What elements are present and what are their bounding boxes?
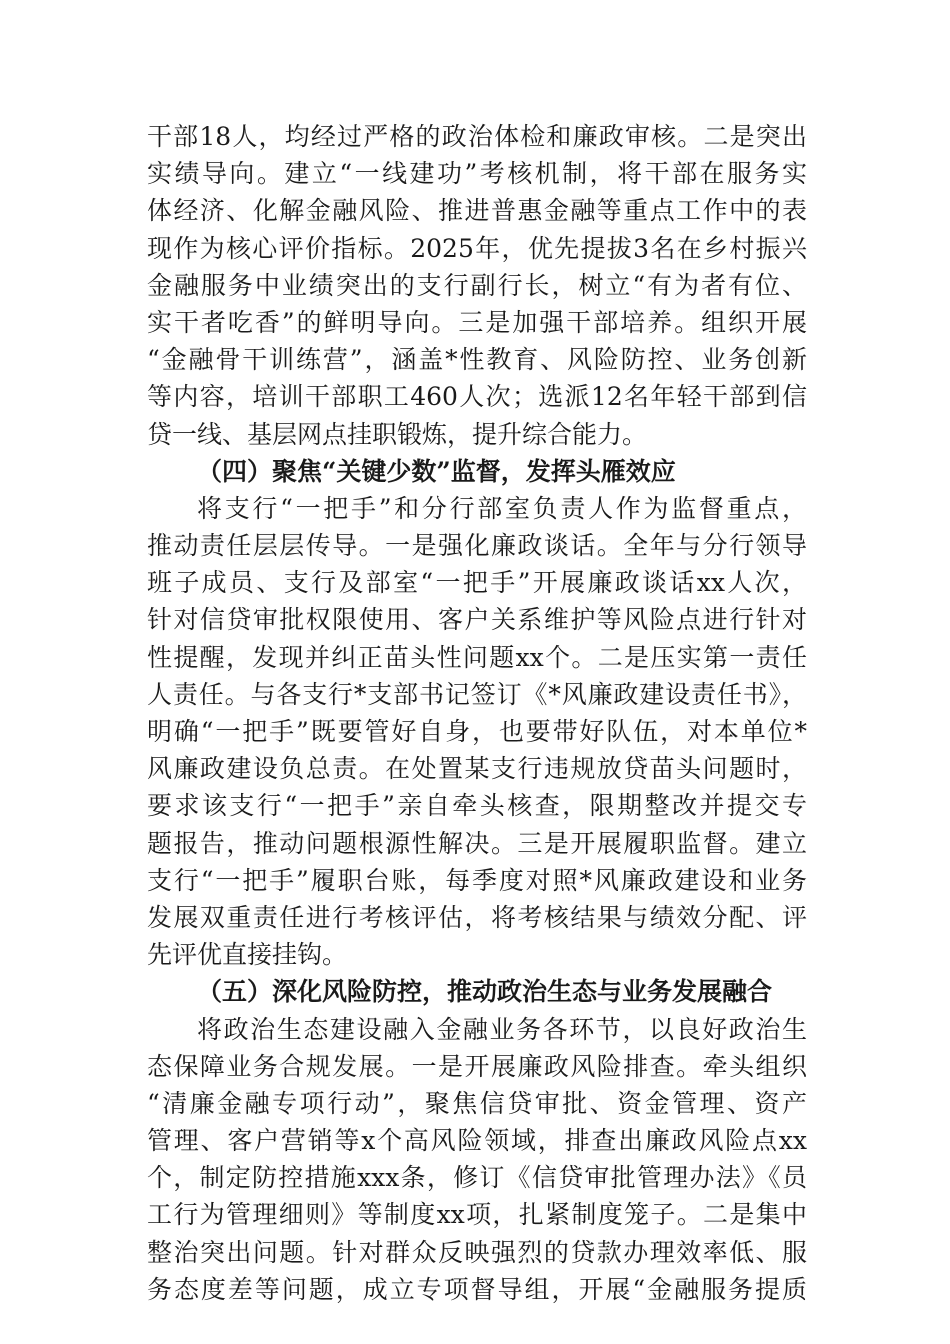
text-line: 风廉政建设负总责。在处置某支行违规放贷苗头问题时，: [147, 754, 807, 784]
text-line: 实绩导向。建立“一线建功”考核机制，将干部在服务实: [147, 159, 807, 189]
text-line: 整治突出问题。针对群众反映强烈的贷款办理效率低、服: [147, 1237, 807, 1267]
text-line: 要求该支行“一把手”亲自牵头核查，限期整改并提交专: [147, 791, 807, 821]
text-line: 支行“一把手”履职台账，每季度对照*风廉政建设和业务: [147, 865, 807, 895]
text-line: 性提醒，发现并纠正苗头性问题xx个。二是压实第一责任: [147, 642, 807, 672]
text-line: 体经济、化解金融风险、推进普惠金融等重点工作中的表: [147, 196, 807, 226]
text-line: 将支行“一把手”和分行部室负责人作为监督重点，: [197, 493, 807, 523]
text-line: 推动责任层层传导。一是强化廉政谈话。全年与分行领导: [147, 531, 807, 561]
text-line: 班子成员、支行及部室“一把手”开展廉政谈话xx人次，: [147, 568, 807, 598]
text-line: 个，制定防控措施xxx条，修订《信贷审批管理办法》《员: [147, 1163, 807, 1193]
text-line: 现作为核心评价指标。2025年，优先提拔3名在乡村振兴: [147, 233, 807, 263]
text-line: 将政治生态建设融入金融业务各环节，以良好政治生: [197, 1014, 807, 1044]
text-line: 贷一线、基层网点挂职锻炼，提升综合能力。: [147, 419, 648, 449]
text-line: 等内容，培训干部职工460人次；选派12名年轻干部到信: [147, 382, 807, 412]
text-line: 明确“一把手”既要管好自身，也要带好队伍，对本单位*: [147, 717, 807, 746]
section-heading: （五）深化风险防控，推动政治生态与业务发展融合: [197, 977, 773, 1007]
text-line: 人责任。与各支行*支部书记签订《*风廉政建设责任书》，: [147, 679, 807, 709]
section-heading: （四）聚焦“关键少数”监督，发挥头雁效应: [197, 456, 676, 486]
document-body: [147, 118, 807, 1308]
text-line: 干部18人，均经过严格的政治体检和廉政审核。二是突出: [147, 122, 807, 151]
text-line: 题报告，推动问题根源性解决。三是开展履职监督。建立: [147, 828, 807, 858]
text-line: 先评优直接挂钩。: [147, 940, 348, 970]
text-line: 态保障业务合规发展。一是开展廉政风险排查。牵头组织: [147, 1051, 807, 1081]
text-line: 务态度差等问题，成立专项督导组，开展“金融服务提质: [147, 1274, 807, 1304]
text-line: “金融骨干训练营”，涵盖*性教育、风险防控、业务创新: [147, 345, 807, 375]
text-line: “清廉金融专项行动”，聚焦信贷审批、资金管理、资产: [147, 1088, 807, 1118]
text-line: 实干者吃香”的鲜明导向。三是加强干部培养。组织开展: [147, 307, 807, 337]
text-line: 针对信贷审批权限使用、客户关系维护等风险点进行针对: [147, 605, 807, 635]
text-line: 管理、客户营销等x个高风险领域，排查出廉政风险点xx: [147, 1126, 807, 1156]
text-line: 发展双重责任进行考核评估，将考核结果与绩效分配、评: [147, 902, 807, 932]
text-line: 工行为管理细则》等制度xx项，扎紧制度笼子。二是集中: [147, 1200, 807, 1230]
text-line: 金融服务中业绩突出的支行副行长，树立“有为者有位、: [147, 270, 807, 300]
